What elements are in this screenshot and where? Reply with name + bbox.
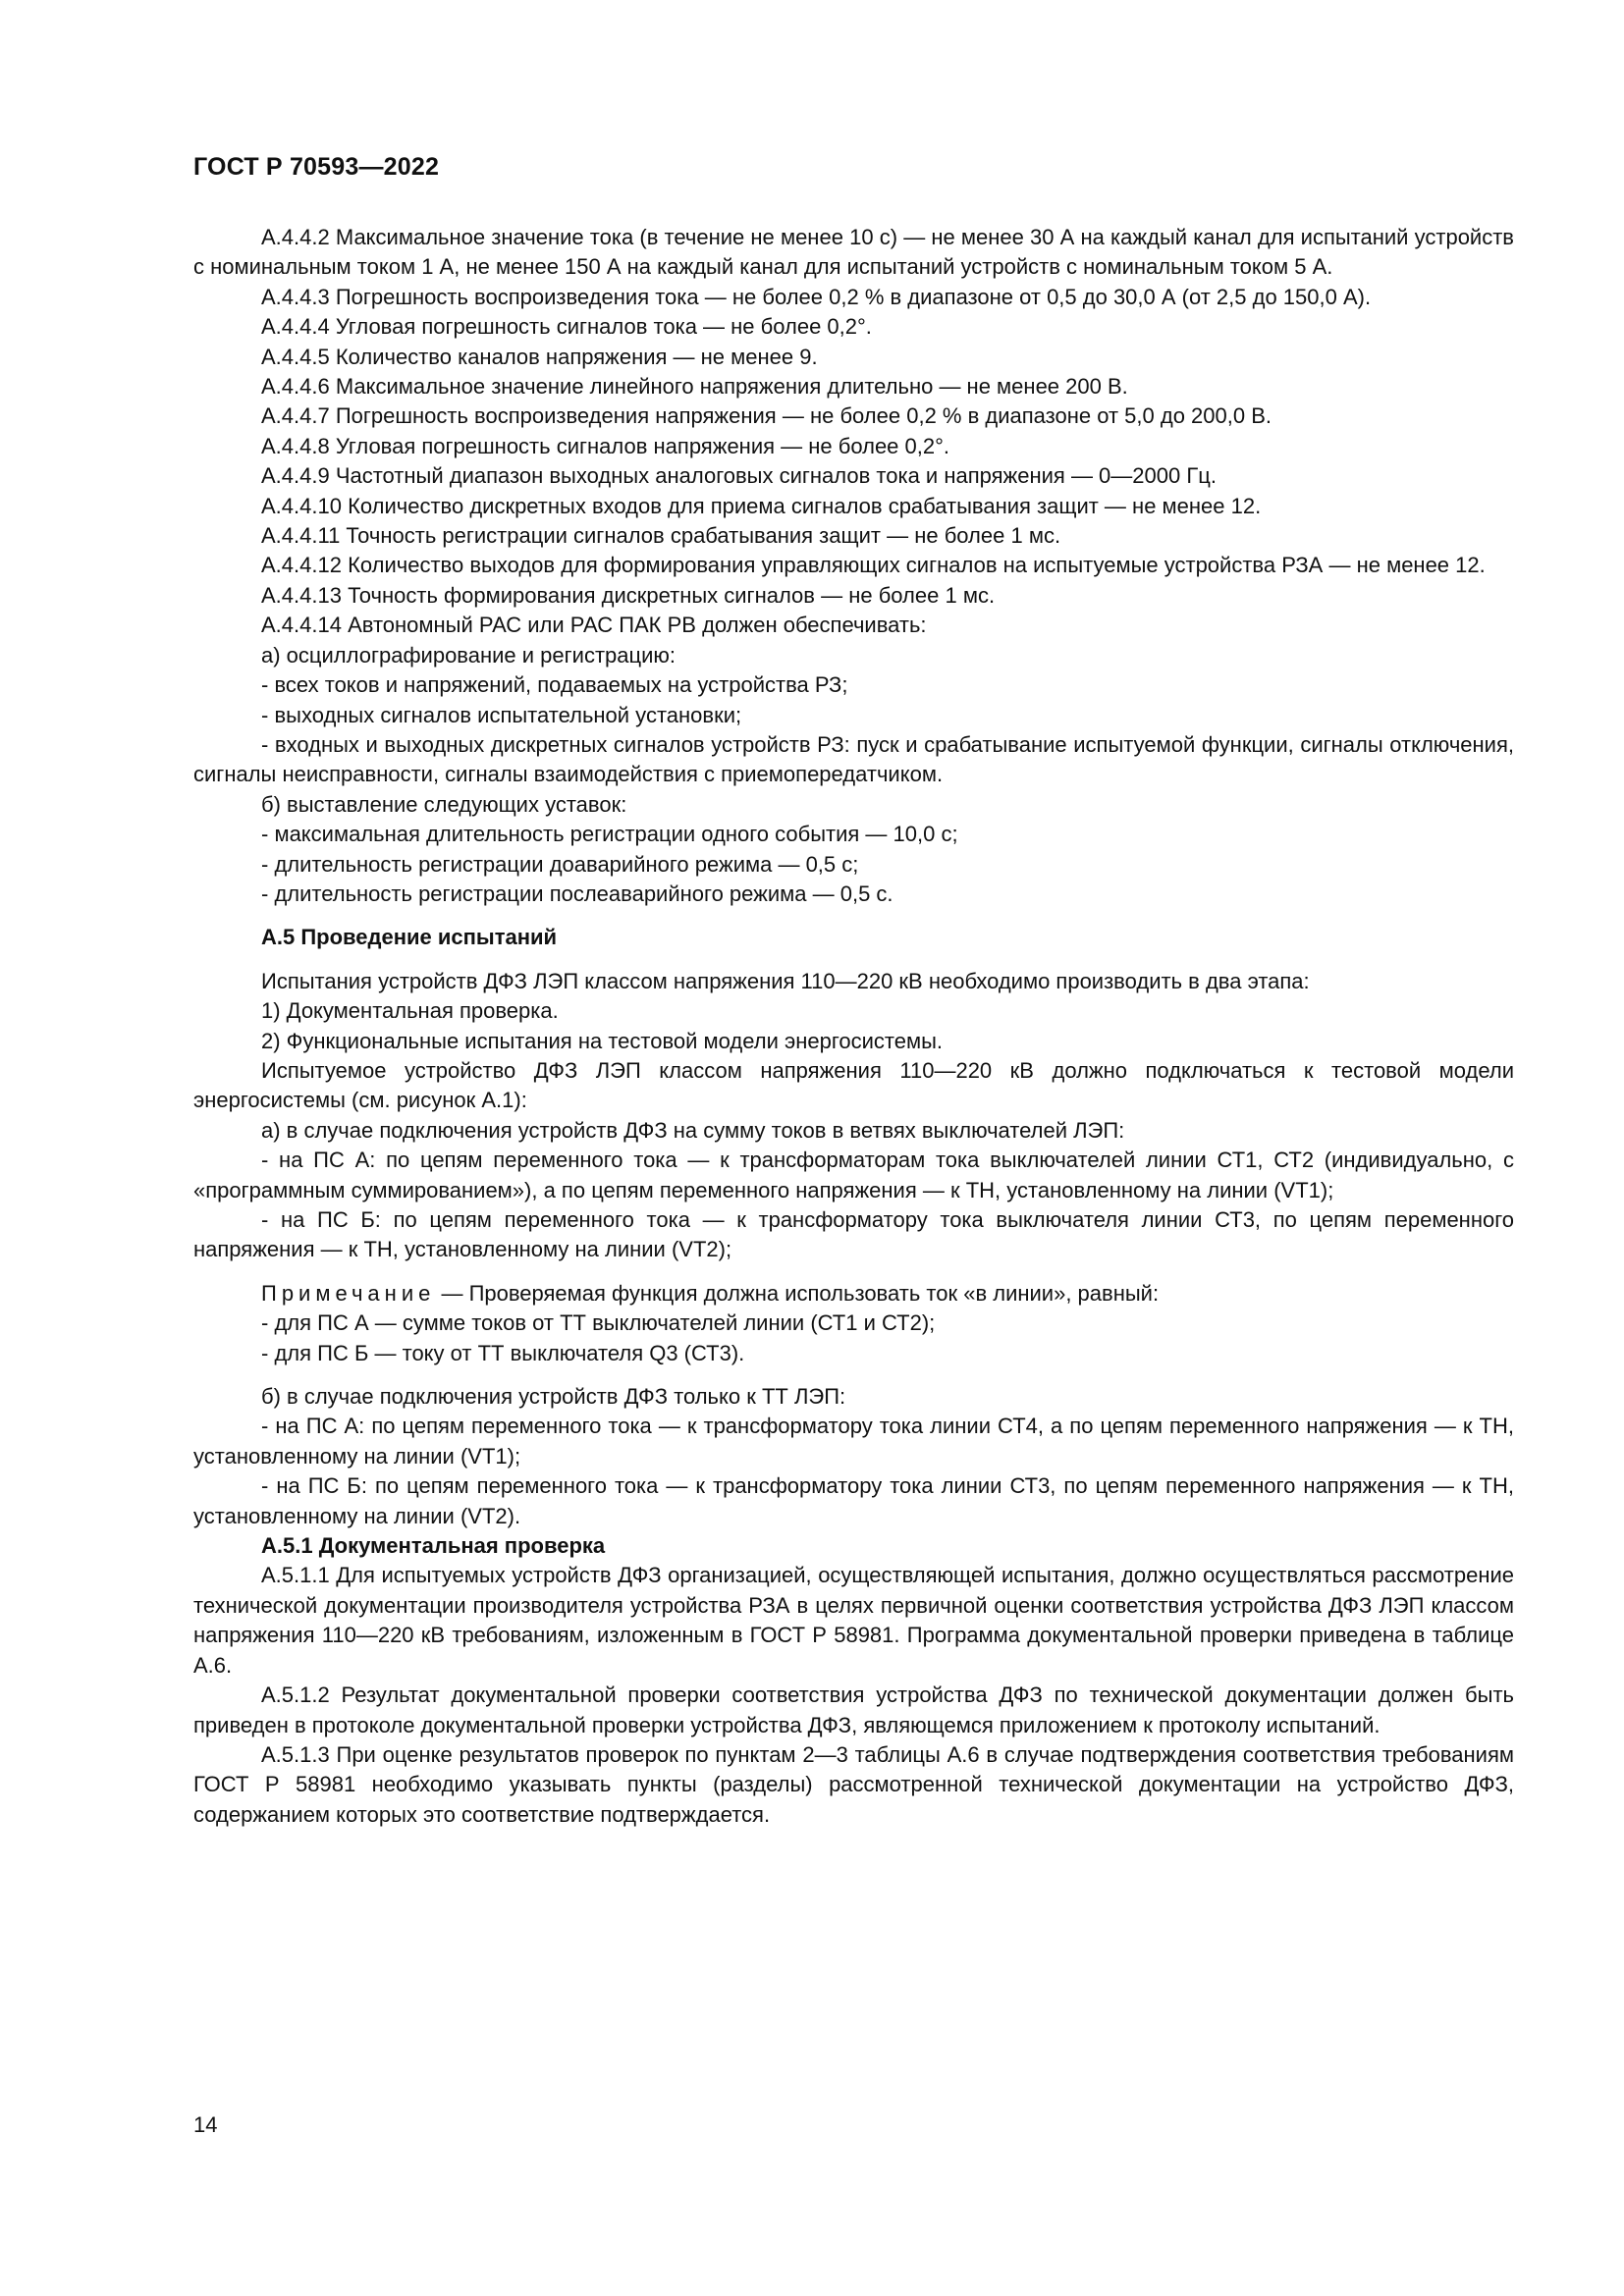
list-item: - всех токов и напряжений, подаваемых на устройства РЗ; (261, 672, 848, 698)
list-item: а) в случае подключения устройств ДФЗ на сумму токов в ветвях выключателей ЛЭП: (261, 1117, 1125, 1143)
page-number: 14 (193, 2112, 218, 2137)
paragraph: Испытуемое устройство ДФЗ ЛЭП классом напряжения 110—220 кВ должно подключаться к тестовой модели энергосистемы (см. рисунок А.1): (193, 1057, 1514, 1113)
note-label: Примечание (261, 1280, 436, 1306)
list-item: 2) Функциональные испытания на тестовой модели энергосистемы. (261, 1028, 944, 1053)
paragraph-a4413: А.4.4.13 Точность формирования дискретных сигналов — не более 1 мс. (261, 582, 996, 608)
list-item: б) в случае подключения устройств ДФЗ только к ТТ ЛЭП: (261, 1384, 846, 1410)
paragraph-a4414: А.4.4.14 Автономный РАС или РАС ПАК РВ должен обеспечивать: (261, 613, 927, 638)
list-item: - на ПС Б: по цепям переменного тока — к трансформатору тока линии СТ3, по цепям переменного напряжения — к ТН, установленному на линии (VТ2). (193, 1473, 1514, 1528)
paragraph-a512: А.5.1.2 Результат документальной проверки соответствия устройства ДФЗ по технической документации должен быть приведен в протоколе документальной проверки устройства ДФЗ, являющемся приложением к протоколу испытаний. (193, 1682, 1514, 1737)
paragraph-a447: А.4.4.7 Погрешность воспроизведения напряжения — не более 0,2 % в диапазоне от 5,0 до 200,0 В. (261, 403, 1272, 429)
list-item: - для ПС А — сумме токов от ТТ выключателей линии (СТ1 и СТ2); (261, 1310, 936, 1336)
note-text: — Проверяемая функция должна использовать ток «в линии», равный: (435, 1280, 1160, 1306)
list-item: - выходных сигналов испытательной установки; (261, 702, 742, 727)
list-item: - на ПС А: по цепям переменного тока — к трансформатору тока линии СТ4, а по цепям переменного напряжения — к ТН, установленному на линии (VТ1); (193, 1414, 1514, 1468)
paragraph-a443: А.4.4.3 Погрешность воспроизведения тока — не более 0,2 % в диапазоне от 0,5 до 30,0 А (от 2,5 до 150,0 А). (261, 284, 1372, 309)
list-item: 1) Документальная проверка. (261, 998, 559, 1024)
list-item: - на ПС Б: по цепям переменного тока — к трансформатору тока выключателя линии СТ3, по цепям переменного напряжения — к ТН, установленному на линии (VТ2); (193, 1207, 1514, 1262)
paragraph: Испытания устройств ДФЗ ЛЭП классом напряжения 110—220 кВ необходимо производить в два этапа: (261, 968, 1310, 993)
paragraph-a513: А.5.1.3 При оценке результатов проверок по пунктам 2—3 таблицы А.6 в случае подтверждения соответствия требованиям ГОСТ Р 58981 необходимо указывать пункты (разделы) рассмотренной технической документации на устройство ДФЗ, содержанием которых это соответствие подтверждается. (193, 1741, 1514, 1827)
list-item: - для ПС Б — току от ТТ выключателя Q3 (СТ3). (261, 1340, 745, 1365)
paragraph-a4410: А.4.4.10 Количество дискретных входов для приема сигналов срабатывания защит — не менее 12. (261, 493, 1262, 518)
list-item: а) осциллографирование и регистрацию: (261, 642, 677, 667)
paragraph-a449: А.4.4.9 Частотный диапазон выходных аналоговых сигналов тока и напряжения — 0—2000 Гц. (261, 463, 1217, 489)
list-item: б) выставление следующих уставок: (261, 791, 627, 817)
paragraph-a4411: А.4.4.11 Точность регистрации сигналов срабатывания защит — не более 1 мс. (261, 523, 1061, 549)
paragraph-a444: А.4.4.4 Угловая погрешность сигналов тока — не более 0,2°. (261, 314, 872, 340)
list-item: - входных и выходных дискретных сигналов устройств РЗ: пуск и срабатывание испытуемой функции, сигналы отключения, сигналы неисправности, сигналы взаимодействия с приемопередатчиком. (193, 731, 1514, 787)
document-body (193, 223, 1514, 1830)
paragraph-a442: А.4.4.2 Максимальное значение тока (в течение не менее 10 с) — не менее 30 А на каждый канал для испытаний устройств с номинальным током 1 А, не менее 150 А на каждый канал для испытаний устройств с номинальным током 5 А. (193, 225, 1514, 280)
section-heading-a5: А.5 Проведение испытаний (261, 925, 558, 950)
paragraph-a445: А.4.4.5 Количество каналов напряжения — не менее 9. (261, 344, 818, 369)
document-header: ГОСТ Р 70593—2022 (193, 153, 440, 181)
paragraph-a4412: А.4.4.12 Количество выходов для формирования управляющих сигналов на испытуемые устройства РЗА — не менее 12. (261, 553, 1486, 578)
list-item: - на ПС А: по цепям переменного тока — к трансформаторам тока выключателей линии СТ1, СТ2 (индивидуально, с «программным суммированием»), а по цепям переменного напряжения — к ТН, установленному на линии (VТ1); (193, 1148, 1514, 1202)
section-heading-a51: А.5.1 Документальная проверка (261, 1533, 606, 1559)
note-block (193, 1279, 1514, 1308)
paragraph-a511: А.5.1.1 Для испытуемых устройств ДФЗ организацией, осуществляющей испытания, должно осуществляться рассмотрение технической документации производителя устройства РЗА в целях первичной оценки соответствия устройства ДФЗ ЛЭП классом напряжения 110—220 кВ требованиям, изложенным в ГОСТ Р 58981. Программа документальной проверки приведена в таблице А.6. (193, 1563, 1514, 1678)
list-item: - длительность регистрации послеаварийного режима — 0,5 с. (261, 881, 893, 906)
list-item: - максимальная длительность регистрации одного события — 10,0 с; (261, 822, 958, 847)
list-item: - длительность регистрации доаварийного режима — 0,5 с; (261, 851, 859, 877)
paragraph-a446: А.4.4.6 Максимальное значение линейного напряжения длительно — не менее 200 В. (261, 374, 1128, 400)
paragraph-a448: А.4.4.8 Угловая погрешность сигналов напряжения — не более 0,2°. (261, 433, 950, 458)
